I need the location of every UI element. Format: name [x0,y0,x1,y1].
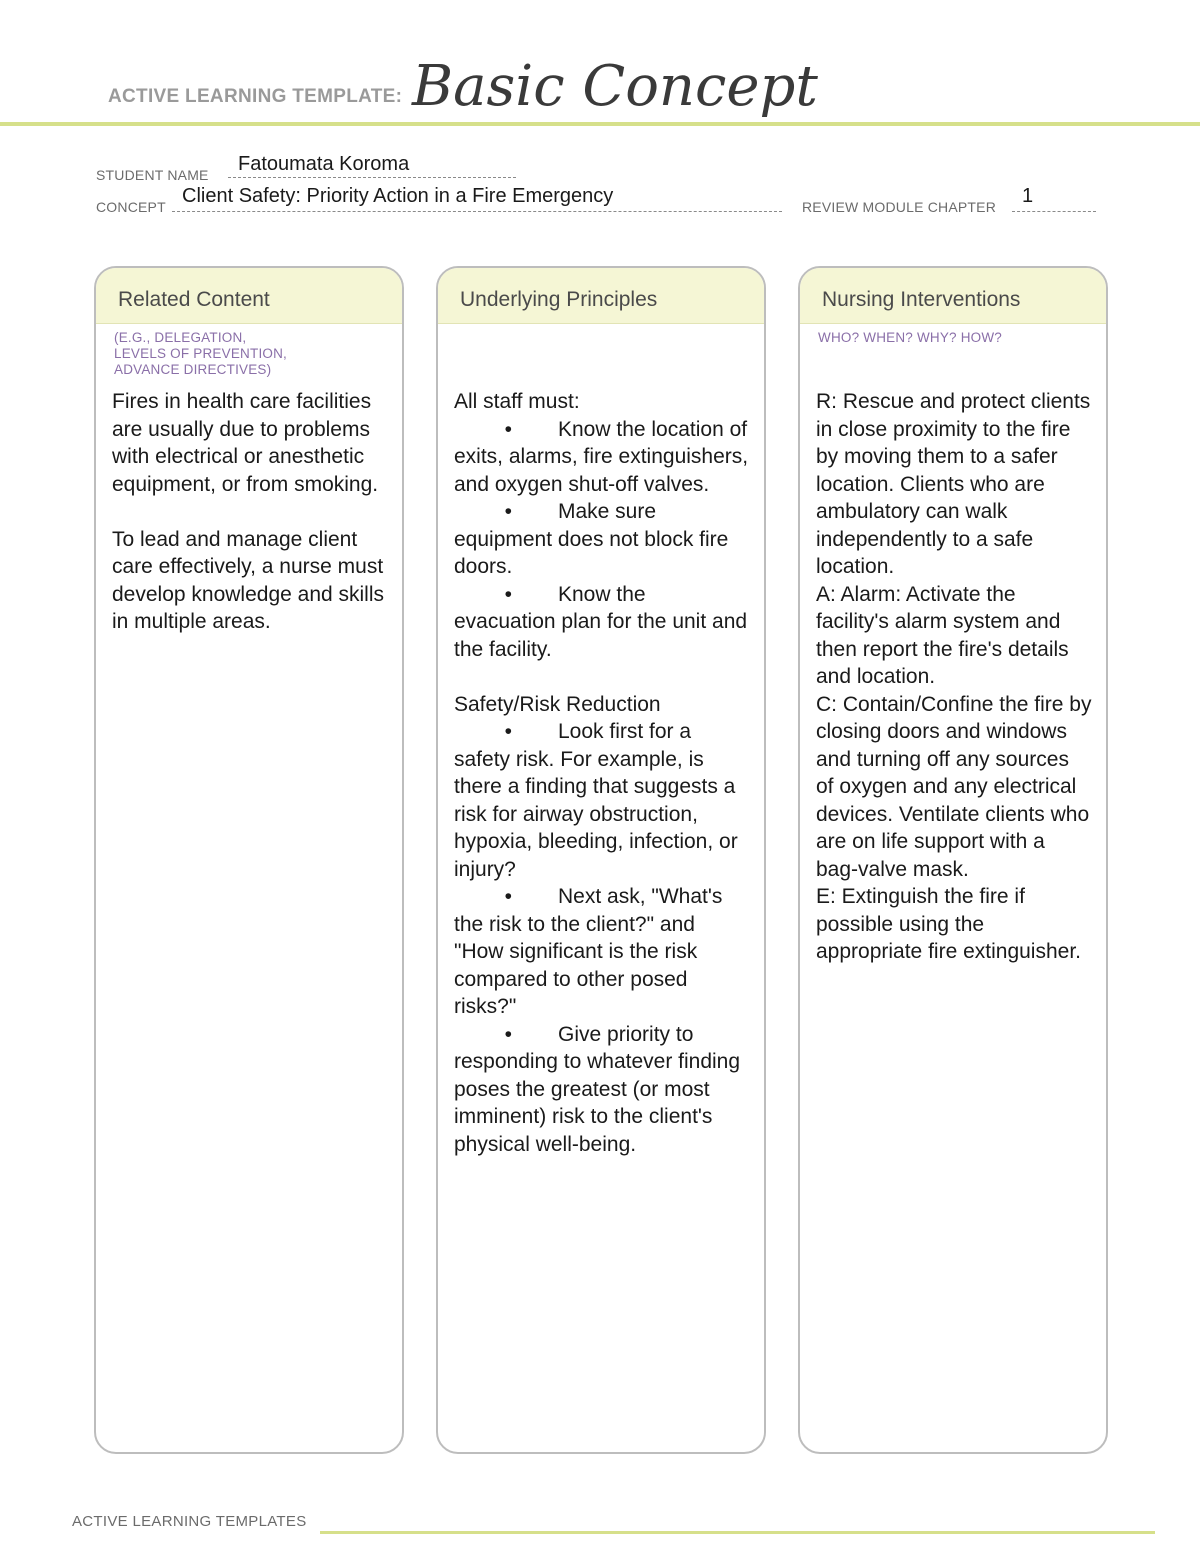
header-divider [0,122,1200,126]
related-content-hint: (E.G., DELEGATION, LEVELS OF PREVENTION, ADVANCE DIRECTIVES) [114,330,287,377]
principles-bullet: • Give priority to responding to whatever finding poses the greatest (or most imminent) risk to the client's physical well-being. [454,1022,741,1156]
intervention-item: A: Alarm: Activate the facility's alarm system and then report the fire's details and location. [816,582,1069,688]
page-title: Basic Concept [412,54,818,119]
nursing-interventions-hint: WHO? WHEN? WHY? HOW? [818,330,1003,345]
underlying-principles-panel [436,266,766,1454]
nursing-interventions-heading: Nursing Interventions [822,288,1021,311]
intervention-item: E: Extinguish the fire if possible using the appropriate fire extinguisher. [816,885,1081,963]
principles-section-title: Safety/Risk Reduction [454,692,661,716]
principles-bullet: • Look first for a safety risk. For example, is there a finding that suggests a risk for airway obstruction, hypoxia, bleeding, infection, or injury? [454,720,738,881]
student-name-underline [228,176,516,178]
related-content-panel [94,266,404,1454]
related-paragraph: To lead and manage client care effectively, a nurse must develop knowledge and skills in multiple areas. [112,527,385,633]
principles-bullet: • Know the evacuation plan for the unit and the facility. [454,582,748,661]
related-paragraph: Fires in health care facilities are usually due to problems with electrical or anesthetic equipment, or from smoking. [112,390,379,496]
concept-field[interactable]: Client Safety: Priority Action in a Fire Emergency [182,185,614,207]
footer-label: ACTIVE LEARNING TEMPLATES [72,1513,307,1530]
underlying-principles-header [438,268,764,324]
concept-label: CONCEPT [96,199,166,215]
principles-bullet: • Know the location of exits, alarms, fire extinguishers, and oxygen shut-off valves. [454,417,749,496]
chapter-underline [1012,210,1096,212]
footer-divider [320,1531,1155,1534]
underlying-principles-heading: Underlying Principles [460,288,658,311]
principles-intro: All staff must: [454,390,580,413]
principles-bullet: • Make sure equipment does not block fire doors. [454,500,729,578]
intervention-item: R: Rescue and protect clients in close proximity to the fire by moving them to a safer location. Clients who are ambulatory can walk independently to a safe location. [816,390,1091,578]
related-content-heading: Related Content [118,288,270,311]
student-name-label: STUDENT NAME [96,167,209,183]
student-name-field[interactable]: Fatoumata Koroma [238,153,410,175]
nursing-interventions-body[interactable] [816,388,1092,966]
chapter-label: REVIEW MODULE CHAPTER [802,199,996,215]
related-content-body[interactable] [112,388,388,636]
intervention-item: C: Contain/Confine the fire by closing doors and windows and turning off any sources of oxygen and any electrical devices. Ventilate clients who are on life support with a bag-valve mask. [816,692,1092,881]
page-header [0,0,1200,130]
underlying-principles-body[interactable] [454,388,750,1158]
nursing-interventions-panel [798,266,1108,1454]
principles-bullet: • Next ask, "What's the risk to the client?" and "How significant is the risk compared to other posed risks?" [454,885,723,1018]
concept-underline [172,210,782,212]
chapter-field[interactable]: 1 [1022,185,1034,207]
related-content-header [96,268,402,324]
nursing-interventions-header [800,268,1106,324]
template-prefix: ACTIVE LEARNING TEMPLATE: [108,86,403,107]
